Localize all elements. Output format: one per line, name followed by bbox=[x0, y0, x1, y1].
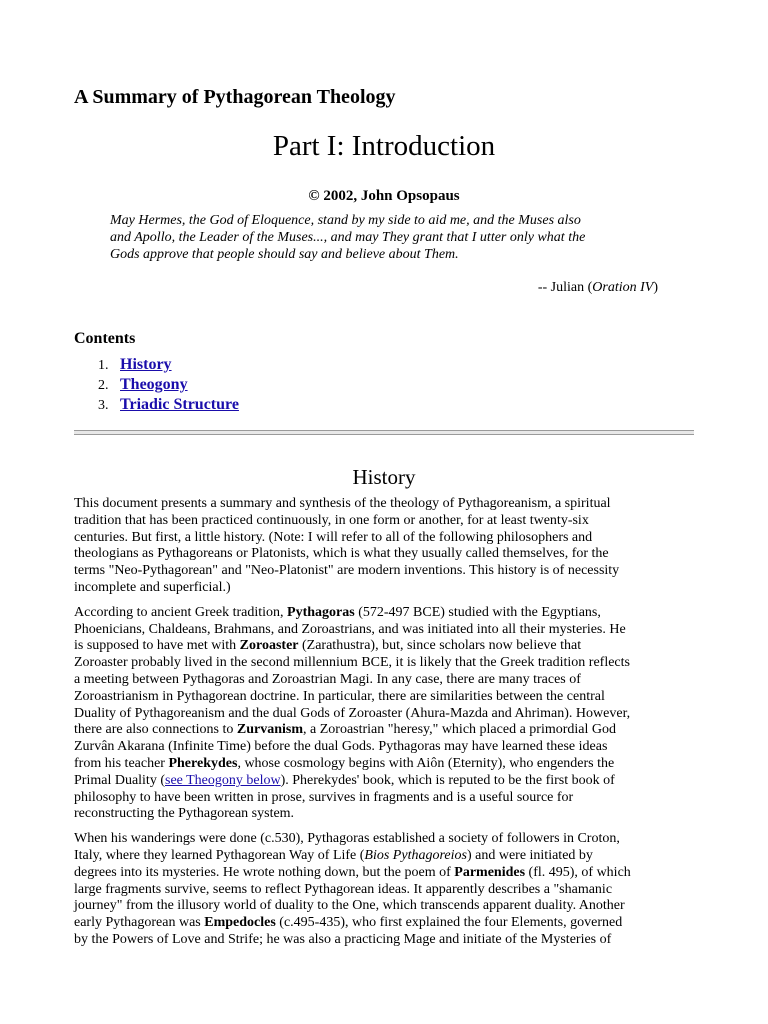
term-bios-pythagoreios: Bios Pythagoreios bbox=[364, 847, 467, 863]
history-body bbox=[74, 496, 704, 957]
text-span: (c.495-435), who first explained the four Elements, governed bbox=[275, 915, 623, 931]
toc-link-triadic-structure[interactable]: Triadic Structure bbox=[120, 396, 239, 413]
name-empedocles: Empedocles bbox=[204, 915, 276, 931]
text-line: This document presents a summary and synthesis of the theology of Pythagoreanism, a spiritual bbox=[74, 496, 611, 511]
epigraph-attribution bbox=[538, 280, 658, 296]
text-span: Primal Duality ( bbox=[74, 772, 165, 788]
table-of-contents bbox=[98, 355, 239, 415]
text-line: Zoroaster probably lived in the second millennium BCE, it is likely that the Greek tradition reflects bbox=[74, 655, 630, 671]
text-span: , whose cosmology begins with Aiôn (Eternity), who engenders the bbox=[237, 755, 615, 771]
text-span: degrees into its mysteries. He wrote nothing down, but the poem of bbox=[74, 864, 455, 880]
text-line: a meeting between Pythagoras and Zoroastrian Magi. In any case, there are many traces of bbox=[74, 671, 581, 687]
attribution-work: Oration IV bbox=[592, 280, 654, 295]
text-line: centuries. But first, a little history. (Note: I will refer to all of the following philosophers and bbox=[74, 529, 593, 545]
text-span: According to ancient Greek tradition, bbox=[74, 604, 288, 620]
text-line bbox=[74, 756, 704, 773]
text-span: (fl. 495), of which bbox=[525, 864, 631, 880]
text-line: theologians as Pythagoreans or Platonists, which is what they usually called themselves, for the bbox=[74, 546, 609, 562]
text-line: Phoenicians, Chaldeans, Brahmans, and Zoroastrians, and was initiated into all their mysteries. He bbox=[74, 621, 626, 637]
text-line bbox=[74, 848, 704, 865]
toc-item-history bbox=[98, 355, 239, 375]
text-span: , a Zoroastrian "heresy," which placed a primordial God bbox=[303, 722, 616, 738]
text-span: early Pythagorean was bbox=[74, 915, 205, 931]
name-pythagoras: Pythagoras bbox=[287, 604, 355, 620]
toc-link-history[interactable]: History bbox=[120, 356, 172, 373]
text-line: philosophy to have been written in prose, survives in fragments and is a useful source for bbox=[74, 789, 574, 805]
section-heading-history: History bbox=[352, 465, 416, 489]
text-line: Zoroastrianism in Pythagorean doctrine. In particular, there are similarities between the central bbox=[74, 688, 605, 704]
text-span: there are also connections to bbox=[74, 722, 237, 738]
text-span: ) and were initiated by bbox=[466, 847, 593, 863]
toc-number: 2. bbox=[98, 378, 109, 393]
epigraph-line: and Apollo, the Leader of the Muses..., and may They grant that I utter only what the bbox=[110, 230, 586, 245]
toc-item-triadic-structure bbox=[98, 395, 239, 415]
paragraph-pythagoras bbox=[74, 605, 704, 823]
text-line: When his wanderings were done (c.530), Pythagoras established a society of followers in Croton, bbox=[74, 831, 620, 847]
paragraph-intro bbox=[74, 496, 704, 597]
name-zurvanism: Zurvanism bbox=[236, 722, 304, 738]
text-line: large fragments survive, seems to reflect Pythagorean ideas. It apparently describes a "shamanic bbox=[74, 881, 613, 897]
horizontal-divider bbox=[74, 430, 694, 435]
text-span: Italy, where they learned Pythagorean Way of Life ( bbox=[74, 847, 365, 863]
attribution-suffix: ) bbox=[653, 280, 658, 295]
paragraph-croton bbox=[74, 831, 704, 949]
text-line bbox=[74, 865, 704, 882]
toc-number: 3. bbox=[98, 398, 109, 413]
text-span: is supposed to have met with bbox=[74, 638, 240, 654]
text-line bbox=[74, 722, 704, 739]
toc-link-theogony[interactable]: Theogony bbox=[120, 376, 188, 393]
text-span: from his teacher bbox=[74, 755, 169, 771]
text-line: incomplete and superficial.) bbox=[74, 579, 231, 595]
toc-number: 1. bbox=[98, 358, 109, 373]
name-pherekydes: Pherekydes bbox=[168, 755, 238, 771]
contents-heading: Contents bbox=[74, 330, 136, 347]
text-line bbox=[74, 638, 704, 655]
text-span: ). Pherekydes' book, which is reputed to be the first book of bbox=[280, 772, 615, 788]
text-line: reconstructing the Pythagorean system. bbox=[74, 806, 295, 822]
copyright-line: © 2002, John Opsopaus bbox=[308, 188, 460, 204]
epigraph-line: Gods approve that people should say and believe about Them. bbox=[110, 247, 459, 262]
epigraph-line: May Hermes, the God of Eloquence, stand by my side to aid me, and the Muses also bbox=[110, 213, 581, 228]
name-parmenides: Parmenides bbox=[454, 864, 526, 880]
text-line bbox=[74, 915, 704, 932]
toc-item-theogony bbox=[98, 375, 239, 395]
attribution-prefix: -- Julian ( bbox=[537, 280, 593, 295]
text-line bbox=[74, 773, 704, 790]
text-span: (572-497 BCE) studied with the Egyptians, bbox=[354, 604, 601, 620]
text-span: (Zarathustra), but, since scholars now believe that bbox=[298, 638, 582, 654]
text-line: tradition that has been practiced continuously, in one form or another, for at least twenty-six bbox=[74, 512, 589, 528]
text-line: Zurvân Akarana (Infinite Time) before the dual Gods. Pythagoras may have learned these ideas bbox=[74, 739, 608, 755]
text-line: journey" from the illusory world of duality to the One, which transcends apparent duality. Another bbox=[74, 898, 625, 914]
epigraph bbox=[110, 212, 670, 263]
link-see-theogony[interactable]: see Theogony below bbox=[165, 772, 281, 788]
name-zoroaster: Zoroaster bbox=[239, 638, 299, 654]
text-line: by the Powers of Love and Strife; he was also a practicing Mage and initiate of the Mysteries of bbox=[74, 931, 612, 947]
text-line bbox=[74, 605, 704, 622]
part-title: Part I: Introduction bbox=[272, 130, 496, 162]
text-line: Duality of Pythagoreanism and the dual Gods of Zoroaster (Ahura-Mazda and Ahriman). However, bbox=[74, 705, 631, 721]
document-title: A Summary of Pythagorean Theology bbox=[74, 86, 396, 108]
text-line: terms "Neo-Pythagorean" and "Neo-Platonist" are modern inventions. This history is of necessity bbox=[74, 563, 620, 579]
